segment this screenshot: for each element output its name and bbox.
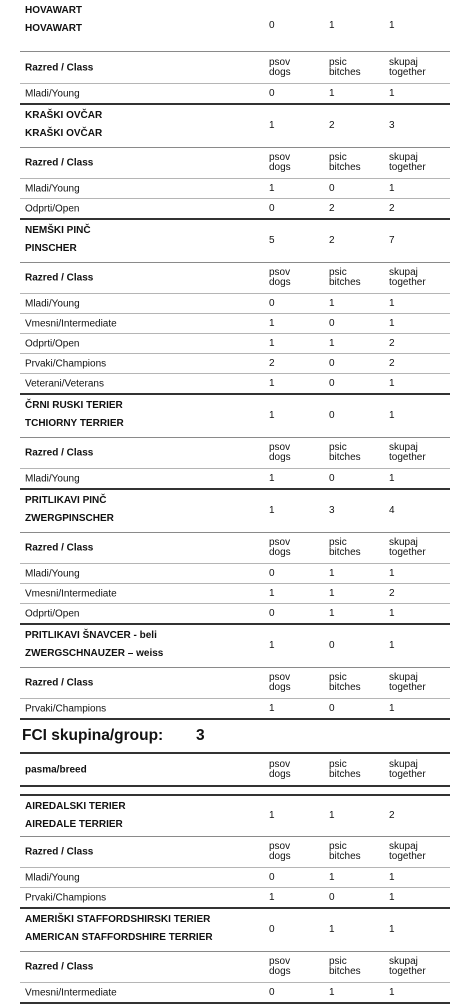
class-bitches: 0 bbox=[329, 317, 335, 329]
bitches-header: psic bitches bbox=[329, 56, 361, 78]
breed-name-en: ZWERGPINSCHER bbox=[25, 513, 114, 524]
dogs-header: psov dogs bbox=[269, 152, 291, 173]
class-label: Prvaki/Champions bbox=[25, 892, 107, 903]
breed-name-sl: HOVAWART bbox=[25, 5, 83, 16]
bitches-header: psic bitches bbox=[329, 758, 361, 780]
bitches-header: psic bitches bbox=[329, 956, 361, 977]
together-header: skupaj together bbox=[389, 841, 426, 862]
class-row bbox=[20, 334, 450, 354]
class-header-row bbox=[20, 438, 450, 469]
class-header-label: Razred / Class bbox=[25, 157, 94, 169]
class-dogs: 0 bbox=[269, 202, 275, 214]
class-row bbox=[20, 564, 450, 584]
breed-name-en: AMERICAN STAFFORDSHIRE TERRIER bbox=[25, 932, 213, 943]
class-bitches: 2 bbox=[329, 202, 335, 214]
class-together: 2 bbox=[389, 357, 395, 369]
class-bitches: 0 bbox=[329, 702, 335, 714]
class-header-row bbox=[20, 533, 450, 564]
dogs-header: psov dogs bbox=[269, 537, 291, 558]
breed-header-row bbox=[20, 752, 450, 787]
breed-dogs-total: 5 bbox=[269, 235, 275, 246]
class-together: 1 bbox=[389, 317, 395, 329]
breed-together-total: 4 bbox=[389, 505, 395, 516]
class-together: 1 bbox=[389, 182, 395, 194]
breed-row bbox=[20, 794, 450, 837]
class-row bbox=[20, 354, 450, 374]
breed-together-total: 1 bbox=[389, 410, 395, 421]
class-dogs: 1 bbox=[269, 587, 275, 599]
bitches-header: psic bitches bbox=[329, 841, 361, 862]
breed-bitches-total: 0 bbox=[329, 410, 335, 421]
class-dogs: 0 bbox=[269, 297, 275, 309]
breed-together-total: 1 bbox=[389, 640, 395, 651]
dogs-header: psov dogs bbox=[269, 267, 291, 288]
class-dogs: 1 bbox=[269, 337, 275, 349]
class-header-label: Razred / Class bbox=[25, 62, 94, 73]
class-label: Prvaki/Champions bbox=[25, 358, 107, 369]
dogs-header: psov dogs bbox=[269, 841, 291, 862]
breed-bitches-total: 2 bbox=[329, 235, 335, 246]
class-row bbox=[20, 179, 450, 199]
class-bitches: 0 bbox=[329, 472, 335, 484]
class-dogs: 1 bbox=[269, 377, 275, 389]
class-bitches: 1 bbox=[329, 337, 335, 349]
class-together: 1 bbox=[389, 891, 395, 903]
class-label: Mladi/Young bbox=[25, 298, 80, 309]
breed-name-en: AIREDALE TERRIER bbox=[25, 819, 123, 830]
breed-dogs-total: 0 bbox=[269, 924, 275, 935]
class-label: Mladi/Young bbox=[25, 473, 80, 484]
breed-name-en: ZWERGSCHNAUZER – weiss bbox=[25, 648, 164, 659]
breed-name-sl: PRITLIKAVI ŠNAVCER - beli bbox=[25, 630, 157, 641]
class-together: 2 bbox=[389, 337, 395, 349]
breed-together-total: 1 bbox=[389, 19, 395, 31]
class-together: 1 bbox=[389, 607, 395, 619]
together-header: skupaj together bbox=[389, 442, 426, 463]
class-dogs: 0 bbox=[269, 607, 275, 619]
class-bitches: 1 bbox=[329, 607, 335, 619]
class-together: 1 bbox=[389, 702, 395, 714]
breed-row bbox=[20, 220, 450, 263]
breed-name-en: HOVAWART bbox=[25, 23, 83, 34]
breed-together-total: 3 bbox=[389, 120, 395, 131]
class-bitches: 1 bbox=[329, 567, 335, 579]
breed-dogs-total: 0 bbox=[269, 19, 275, 31]
class-together: 2 bbox=[389, 587, 395, 599]
together-header: skupaj together bbox=[389, 537, 426, 558]
class-row bbox=[20, 699, 450, 720]
class-together: 1 bbox=[389, 567, 395, 579]
class-row bbox=[20, 868, 450, 888]
class-together: 2 bbox=[389, 202, 395, 214]
class-dogs: 1 bbox=[269, 702, 275, 714]
class-label: Prvaki/Champions bbox=[25, 703, 107, 714]
breed-bitches-total: 3 bbox=[329, 505, 335, 516]
class-together: 1 bbox=[389, 87, 395, 99]
breed-dogs-total: 1 bbox=[269, 120, 275, 131]
class-label: Mladi/Young bbox=[25, 183, 80, 194]
class-dogs: 2 bbox=[269, 357, 275, 369]
class-header-label: Razred / Class bbox=[25, 677, 94, 689]
breed-row bbox=[20, 625, 450, 668]
class-header-label: Razred / Class bbox=[25, 447, 94, 459]
dogs-header: psov dogs bbox=[269, 956, 291, 977]
class-together: 1 bbox=[389, 297, 395, 309]
class-bitches: 1 bbox=[329, 871, 335, 883]
breed-bitches-total: 1 bbox=[329, 19, 335, 31]
together-header: skupaj together bbox=[389, 956, 426, 977]
class-dogs: 1 bbox=[269, 472, 275, 484]
class-header-row bbox=[20, 952, 450, 983]
class-label: Odprti/Open bbox=[25, 608, 80, 619]
results-table bbox=[20, 0, 450, 1004]
dogs-header: psov dogs bbox=[269, 672, 291, 693]
breed-name-sl: KRAŠKI OVČAR bbox=[25, 110, 103, 121]
breed-bitches-total: 0 bbox=[329, 640, 335, 651]
class-bitches: 0 bbox=[329, 357, 335, 369]
bitches-header: psic bitches bbox=[329, 442, 361, 463]
breed-name-sl: NEMŠKI PINČ bbox=[25, 225, 91, 236]
breed-bitches-total: 2 bbox=[329, 120, 335, 131]
class-bitches: 0 bbox=[329, 377, 335, 389]
class-together: 1 bbox=[389, 377, 395, 389]
class-header-row bbox=[20, 837, 450, 868]
class-label: Vmesni/Intermediate bbox=[25, 318, 117, 329]
breed-name-sl: ČRNI RUSKI TERIER bbox=[25, 400, 123, 411]
class-header-label: Razred / Class bbox=[25, 961, 94, 973]
breed-name-sl: AIREDALSKI TERIER bbox=[25, 801, 126, 812]
bitches-header: psic bitches bbox=[329, 537, 361, 558]
class-header-row bbox=[20, 52, 450, 84]
class-row bbox=[20, 294, 450, 314]
class-label: Vmesni/Intermediate bbox=[25, 588, 117, 599]
class-row bbox=[20, 584, 450, 604]
class-label: Odprti/Open bbox=[25, 338, 80, 349]
class-row bbox=[20, 983, 450, 1004]
class-together: 1 bbox=[389, 986, 395, 998]
class-bitches: 1 bbox=[329, 297, 335, 309]
class-row bbox=[20, 374, 450, 395]
breed-together-total: 2 bbox=[389, 810, 395, 821]
breed-row bbox=[20, 909, 450, 952]
class-header-label: Razred / Class bbox=[25, 272, 94, 284]
class-header-row bbox=[20, 263, 450, 294]
class-bitches: 0 bbox=[329, 182, 335, 194]
bitches-header: psic bitches bbox=[329, 672, 361, 693]
dogs-header: psov dogs bbox=[269, 442, 291, 463]
dogs-header: psov dogs bbox=[269, 56, 291, 78]
class-label: Mladi/Young bbox=[25, 88, 80, 99]
breed-bitches-total: 1 bbox=[329, 810, 335, 821]
breed-name-sl: PRITLIKAVI PINČ bbox=[25, 495, 107, 506]
class-bitches: 1 bbox=[329, 87, 335, 99]
class-together: 1 bbox=[389, 472, 395, 484]
class-row bbox=[20, 84, 450, 105]
breed-row bbox=[20, 490, 450, 533]
class-bitches: 1 bbox=[329, 986, 335, 998]
class-label: Veterani/Veterans bbox=[25, 378, 104, 389]
dogs-header: psov dogs bbox=[269, 758, 291, 780]
together-header: skupaj together bbox=[389, 267, 426, 288]
class-header-label: Razred / Class bbox=[25, 542, 94, 554]
breed-dogs-total: 1 bbox=[269, 410, 275, 421]
bitches-header: psic bitches bbox=[329, 152, 361, 173]
class-row bbox=[20, 469, 450, 490]
class-header-row bbox=[20, 148, 450, 179]
class-dogs: 1 bbox=[269, 317, 275, 329]
breed-dogs-total: 1 bbox=[269, 640, 275, 651]
breed-together-total: 1 bbox=[389, 924, 395, 935]
breed-dogs-total: 1 bbox=[269, 810, 275, 821]
class-dogs: 0 bbox=[269, 986, 275, 998]
class-row bbox=[20, 199, 450, 220]
breed-name-en: TCHIORNY TERRIER bbox=[25, 418, 124, 429]
class-bitches: 1 bbox=[329, 587, 335, 599]
breed-name-en: KRAŠKI OVČAR bbox=[25, 128, 103, 139]
group-number: 3 bbox=[196, 727, 205, 744]
together-header: skupaj together bbox=[389, 152, 426, 173]
class-dogs: 1 bbox=[269, 182, 275, 194]
breed-row bbox=[20, 105, 450, 148]
class-dogs: 0 bbox=[269, 567, 275, 579]
class-label: Mladi/Young bbox=[25, 568, 80, 579]
class-label: Mladi/Young bbox=[25, 872, 80, 883]
breed-bitches-total: 1 bbox=[329, 924, 335, 935]
class-label: Vmesni/Intermediate bbox=[25, 987, 117, 998]
class-together: 1 bbox=[389, 871, 395, 883]
group-title bbox=[20, 720, 450, 752]
class-row bbox=[20, 314, 450, 334]
class-header-label: Razred / Class bbox=[25, 846, 94, 858]
breed-together-total: 7 bbox=[389, 235, 395, 246]
spacer bbox=[20, 787, 450, 794]
together-header: skupaj together bbox=[389, 56, 426, 78]
breed-row bbox=[20, 395, 450, 438]
class-label: Odprti/Open bbox=[25, 203, 80, 214]
class-row bbox=[20, 888, 450, 909]
bitches-header: psic bitches bbox=[329, 267, 361, 288]
together-header: skupaj together bbox=[389, 758, 426, 780]
breed-dogs-total: 1 bbox=[269, 505, 275, 516]
breed-name-sl: AMERIŠKI STAFFORDSHIRSKI TERIER bbox=[25, 914, 211, 925]
class-dogs: 1 bbox=[269, 891, 275, 903]
class-dogs: 0 bbox=[269, 87, 275, 99]
group-title-label: FCI skupina/group: bbox=[22, 727, 164, 744]
class-bitches: 0 bbox=[329, 891, 335, 903]
breed-header-label: pasma/breed bbox=[25, 764, 87, 775]
together-header: skupaj together bbox=[389, 672, 426, 693]
class-row bbox=[20, 604, 450, 625]
class-dogs: 0 bbox=[269, 871, 275, 883]
class-header-row bbox=[20, 668, 450, 699]
breed-row bbox=[20, 0, 450, 52]
breed-name-en: PINSCHER bbox=[25, 243, 77, 254]
